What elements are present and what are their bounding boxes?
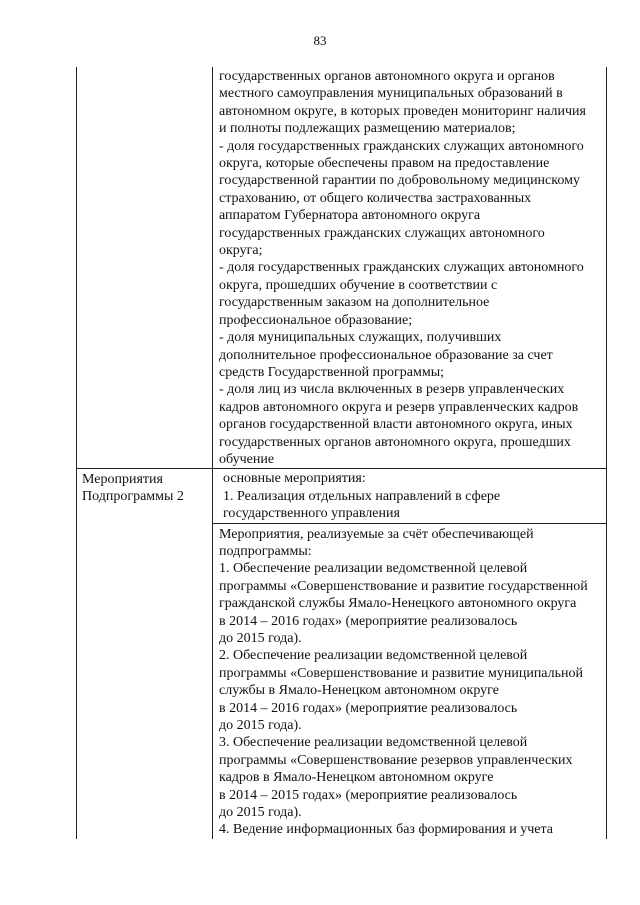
text-line: автономном округе, в которых проведен мониторинг наличия — [219, 103, 586, 119]
page-number: 83 — [313, 33, 327, 48]
text-line: аппаратом Губернатора автономного округа — [219, 208, 481, 224]
measures-label-line: Подпрограммы 2 — [82, 489, 184, 505]
measures-label-line: Мероприятия — [82, 472, 163, 488]
text-line: государственного управления — [223, 506, 400, 522]
text-line: дополнительное профессиональное образование за счет — [219, 347, 553, 363]
text-line: 3. Обеспечение реализации ведомственной целевой — [219, 735, 528, 751]
text-line: 4. Ведение информационных баз формирования и учета — [219, 822, 553, 838]
text-line: государственных органов автономного округа, прошедших — [219, 434, 571, 450]
measures-row — [77, 469, 606, 839]
text-line: 2. Обеспечение реализации ведомственной целевой — [219, 648, 528, 664]
text-line: 1. Реализация отдельных направлений в сфере — [223, 488, 501, 504]
text-line: гражданской службы Ямало-Ненецкого автономного округа — [219, 596, 577, 612]
main-measures-block — [213, 469, 606, 522]
text-line: программы «Совершенствование резервов управленческих — [219, 752, 573, 768]
text-line: округа, прошедших обучение в соответствии с — [219, 277, 498, 293]
indicators-row — [77, 67, 606, 469]
text-line: основные мероприятия: — [223, 471, 366, 487]
text-line: до 2015 года). — [219, 631, 302, 646]
text-line: в 2014 – 2015 годах» (мероприятие реализовалось — [219, 787, 518, 803]
text-line: округа; — [219, 243, 263, 259]
text-line: подпрограммы: — [219, 543, 312, 559]
program-passport-table — [76, 67, 607, 839]
text-line: до 2015 года). — [219, 805, 302, 821]
measures-label-cell — [77, 469, 213, 839]
text-line: программы «Совершенствование и развитие государственной — [219, 578, 588, 594]
text-line: кадров автономного округа и резерв управленческих кадров — [219, 399, 579, 415]
text-line: - доля государственных гражданских служащих автономного — [219, 260, 584, 276]
text-line: в 2014 – 2016 годах» (мероприятие реализовалось — [219, 700, 518, 716]
text-line: - доля лиц из числа включенных в резерв управленческих — [219, 382, 565, 398]
text-line: средств Государственной программы; — [219, 364, 445, 380]
text-line: 1. Обеспечение реализации ведомственной целевой — [219, 561, 528, 577]
support-measures-block — [213, 523, 606, 839]
text-line: округа, которые обеспечены правом на предоставление — [219, 156, 550, 172]
text-line: государственной гарантии по добровольному медицинскому — [219, 173, 580, 189]
text-line: кадров в Ямало-Ненецком автономном округе — [219, 770, 494, 786]
text-line: и полноты подлежащих размещению материалов; — [219, 121, 516, 137]
indicators-text-cell — [213, 67, 606, 468]
text-line: службы в Ямало-Ненецком автономном округе — [219, 683, 499, 699]
text-line: в 2014 – 2016 годах» (мероприятие реализовалось — [219, 613, 518, 629]
text-line: органов государственной власти автономного округа, иных — [219, 417, 573, 433]
text-line: программы «Совершенствование и развитие муниципальной — [219, 665, 583, 681]
text-line: до 2015 года). — [219, 718, 302, 734]
text-line: местного самоуправления муниципальных образований в — [219, 86, 563, 102]
text-line: Мероприятия, реализуемые за счёт обеспечивающей — [219, 526, 534, 542]
text-line: обучение — [219, 451, 275, 467]
text-line: государственных гражданских служащих автономного — [219, 225, 545, 241]
text-line: - доля муниципальных служащих, получивших — [219, 330, 502, 346]
text-line: страхованию, от общего количества застрахованных — [219, 190, 532, 206]
text-line: профессиональное образование; — [219, 312, 413, 328]
indicators-label-cell — [77, 67, 213, 468]
text-line: государственным заказом на дополнительное — [219, 295, 490, 311]
measures-text-cell — [213, 469, 606, 839]
text-line: государственных органов автономного округа и органов — [219, 69, 555, 84]
text-line: - доля государственных гражданских служащих автономного — [219, 138, 584, 154]
